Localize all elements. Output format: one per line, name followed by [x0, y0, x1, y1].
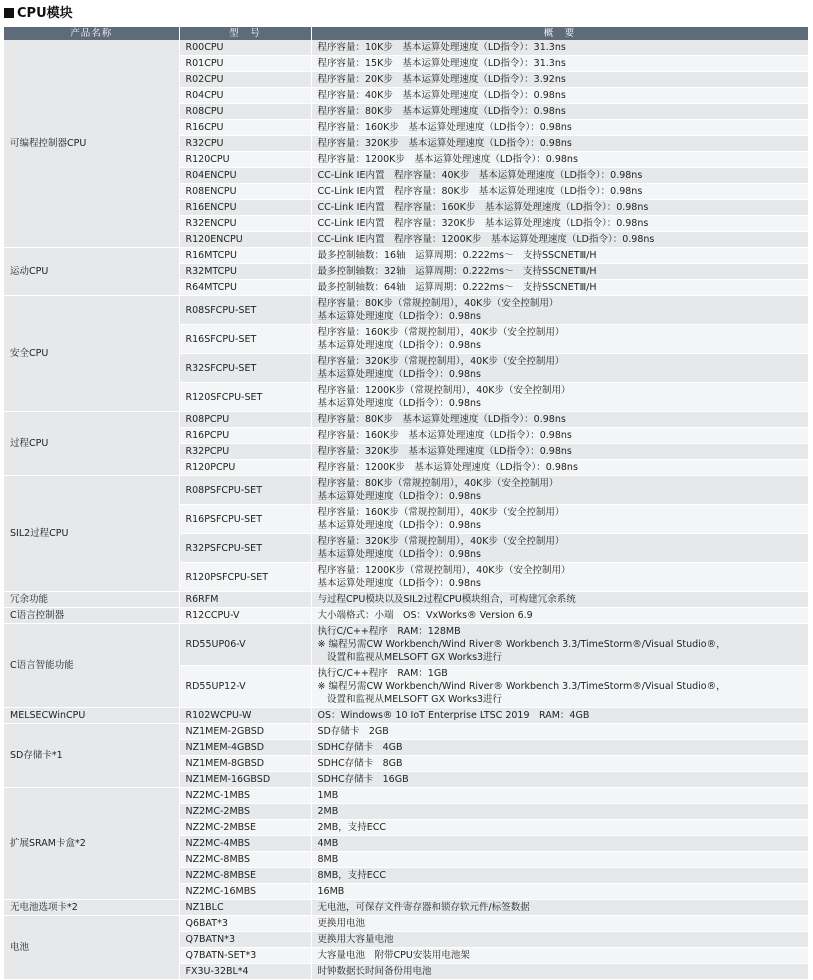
model-cell: R12CCPU-V — [179, 608, 311, 624]
description-line: 程序容量：20K步 基本运算处理速度（LD指令）：3.92ns — [317, 74, 566, 85]
description-cell — [311, 232, 808, 248]
description-line: 程序容量：15K步 基本运算处理速度（LD指令）：31.3ns — [317, 58, 566, 69]
header-model: 型 号 — [179, 27, 311, 40]
description-line: 程序容量：160K步（常规控制用），40K步（安全控制用） — [317, 327, 565, 338]
model-cell: R120ENCPU — [179, 232, 311, 248]
description-cell — [311, 200, 808, 216]
description-line: 8MB，支持ECC — [317, 870, 387, 881]
description-cell — [311, 264, 808, 280]
description-cell — [311, 40, 808, 56]
description-line: 设置和监视从MELSOFT GX Works3进行 — [317, 652, 503, 663]
description-line: 最多控制轴数：32轴 运算周期：0.222ms～ 支持SSCNETⅢ/H — [317, 266, 597, 277]
model-cell: NZ1MEM-4GBSD — [179, 740, 311, 756]
description-line: 时钟数据长时间备份用电池 — [317, 966, 432, 977]
description-cell — [311, 136, 808, 152]
description-line: 无电池，可保存文件寄存器和锁存软元件/标签数据 — [317, 902, 530, 913]
model-cell: R08PCPU — [179, 412, 311, 428]
description-cell — [311, 948, 808, 964]
description-line: OS：Windows® 10 IoT Enterprise LTSC 2019 RAM：4GB — [317, 710, 590, 721]
description-cell — [311, 608, 808, 624]
model-cell: NZ2MC-4MBS — [179, 836, 311, 852]
model-cell: NZ1MEM-16GBSD — [179, 772, 311, 788]
model-cell: R102WCPU-W — [179, 708, 311, 724]
model-cell: R6RFM — [179, 592, 311, 608]
model-cell: R120PSFCPU-SET — [179, 563, 311, 592]
description-cell — [311, 666, 808, 708]
description-line: 程序容量：1200K步 基本运算处理速度（LD指令）：0.98ns — [317, 462, 578, 473]
description-line: 最多控制轴数：64轴 运算周期：0.222ms～ 支持SSCNETⅢ/H — [317, 282, 597, 293]
model-cell: R16MTCPU — [179, 248, 311, 264]
model-cell: R16ENCPU — [179, 200, 311, 216]
description-line: 2MB，支持ECC — [317, 822, 387, 833]
model-cell: R00CPU — [179, 40, 311, 56]
description-cell — [311, 460, 808, 476]
description-cell — [311, 868, 808, 884]
description-cell — [311, 900, 808, 916]
table-row — [4, 40, 808, 56]
table-row — [4, 788, 808, 804]
description-line: 程序容量：320K步（常规控制用），40K步（安全控制用） — [317, 536, 565, 547]
category-cell: 安全CPU — [4, 296, 179, 412]
description-line: 基本运算处理速度（LD指令）：0.98ns — [317, 398, 481, 409]
model-cell: NZ1MEM-8GBSD — [179, 756, 311, 772]
description-cell — [311, 104, 808, 120]
model-cell: Q7BATN*3 — [179, 932, 311, 948]
table-row — [4, 724, 808, 740]
model-cell: R01CPU — [179, 56, 311, 72]
model-cell: R32PSFCPU-SET — [179, 534, 311, 563]
model-cell: NZ2MC-8MBS — [179, 852, 311, 868]
description-line: 1MB — [317, 790, 339, 801]
section-title-text: CPU模块 — [17, 6, 73, 21]
description-cell — [311, 964, 808, 980]
description-line: 程序容量：320K步 基本运算处理速度（LD指令）：0.98ns — [317, 446, 572, 457]
description-line: 基本运算处理速度（LD指令）：0.98ns — [317, 311, 481, 322]
model-cell: R08CPU — [179, 104, 311, 120]
description-line: 执行C/C++程序 RAM：1GB — [317, 668, 448, 679]
description-line: SDHC存储卡 4GB — [317, 742, 403, 753]
model-cell: R32SFCPU-SET — [179, 354, 311, 383]
description-line: 基本运算处理速度（LD指令）：0.98ns — [317, 491, 481, 502]
table-row — [4, 900, 808, 916]
description-line: 程序容量：320K步（常规控制用），40K步（安全控制用） — [317, 356, 565, 367]
category-cell: C语言智能功能 — [4, 624, 179, 708]
description-line: 4MB — [317, 838, 339, 849]
description-line: 大容量电池 附带CPU安装用电池架 — [317, 950, 470, 961]
model-cell: NZ1MEM-2GBSD — [179, 724, 311, 740]
description-line: CC-Link IE内置 程序容量：40K步 基本运算处理速度（LD指令）：0.98ns — [317, 170, 643, 181]
description-line: 基本运算处理速度（LD指令）：0.98ns — [317, 578, 481, 589]
model-cell: R04ENCPU — [179, 168, 311, 184]
description-cell — [311, 505, 808, 534]
model-cell: R120SFCPU-SET — [179, 383, 311, 412]
description-line: 程序容量：80K步 基本运算处理速度（LD指令）：0.98ns — [317, 414, 566, 425]
description-cell — [311, 836, 808, 852]
model-cell: R08SFCPU-SET — [179, 296, 311, 325]
description-line: 最多控制轴数：16轴 运算周期：0.222ms～ 支持SSCNETⅢ/H — [317, 250, 597, 261]
description-line: SDHC存储卡 8GB — [317, 758, 403, 769]
model-cell: R16PSFCPU-SET — [179, 505, 311, 534]
description-cell — [311, 412, 808, 428]
table-row — [4, 708, 808, 724]
description-cell — [311, 563, 808, 592]
description-line: 程序容量：320K步 基本运算处理速度（LD指令）：0.98ns — [317, 138, 572, 149]
description-line: 程序容量：1200K步（常规控制用），40K步（安全控制用） — [317, 565, 571, 576]
category-cell: 电池 — [4, 916, 179, 980]
table-row — [4, 592, 808, 608]
category-cell: MELSECWinCPU — [4, 708, 179, 724]
model-cell: Q6BAT*3 — [179, 916, 311, 932]
description-line: SDHC存储卡 16GB — [317, 774, 409, 785]
table-row — [4, 248, 808, 264]
model-cell: R32MTCPU — [179, 264, 311, 280]
description-cell — [311, 820, 808, 836]
description-cell — [311, 804, 808, 820]
description-line: 程序容量：10K步 基本运算处理速度（LD指令）：31.3ns — [317, 42, 566, 53]
model-cell: RD55UP06-V — [179, 624, 311, 666]
description-line: 程序容量：80K步（常规控制用），40K步（安全控制用） — [317, 298, 559, 309]
description-line: ※ 编程另需CW Workbench/Wind River® Workbench 3.3/TimeStorm®/Visual Studio®， — [317, 639, 726, 650]
description-cell — [311, 788, 808, 804]
category-cell: 可编程控制器CPU — [4, 40, 179, 248]
description-cell — [311, 708, 808, 724]
description-line: CC-Link IE内置 程序容量：80K步 基本运算处理速度（LD指令）：0.98ns — [317, 186, 643, 197]
description-line: 程序容量：160K步（常规控制用），40K步（安全控制用） — [317, 507, 565, 518]
description-cell — [311, 296, 808, 325]
description-cell — [311, 88, 808, 104]
model-cell: R16PCPU — [179, 428, 311, 444]
description-line: 程序容量：160K步 基本运算处理速度（LD指令）：0.98ns — [317, 122, 572, 133]
model-cell: NZ2MC-1MBS — [179, 788, 311, 804]
description-cell — [311, 72, 808, 88]
description-cell — [311, 852, 808, 868]
description-line: 程序容量：80K步（常规控制用），40K步（安全控制用） — [317, 478, 559, 489]
category-cell: SIL2过程CPU — [4, 476, 179, 592]
category-cell: C语言控制器 — [4, 608, 179, 624]
model-cell: R32CPU — [179, 136, 311, 152]
description-cell — [311, 772, 808, 788]
model-cell: R120CPU — [179, 152, 311, 168]
description-cell — [311, 152, 808, 168]
table-row — [4, 624, 808, 666]
description-cell — [311, 280, 808, 296]
model-cell: NZ2MC-2MBS — [179, 804, 311, 820]
model-cell: NZ2MC-16MBS — [179, 884, 311, 900]
description-cell — [311, 428, 808, 444]
description-line: 程序容量：40K步 基本运算处理速度（LD指令）：0.98ns — [317, 90, 566, 101]
model-cell: R02CPU — [179, 72, 311, 88]
model-cell: NZ2MC-8MBSE — [179, 868, 311, 884]
model-cell: R04CPU — [179, 88, 311, 104]
description-line: 程序容量：160K步 基本运算处理速度（LD指令）：0.98ns — [317, 430, 572, 441]
model-cell: NZ2MC-2MBSE — [179, 820, 311, 836]
description-line: 更换用电池 — [317, 918, 366, 929]
description-line: 程序容量：1200K步（常规控制用），40K步（安全控制用） — [317, 385, 571, 396]
description-cell — [311, 476, 808, 505]
description-line: 程序容量：1200K步 基本运算处理速度（LD指令）：0.98ns — [317, 154, 578, 165]
description-line: 与过程CPU模块以及SIL2过程CPU模块组合，可构建冗余系统 — [317, 594, 576, 605]
description-cell — [311, 724, 808, 740]
description-line: ※ 编程另需CW Workbench/Wind River® Workbench 3.3/TimeStorm®/Visual Studio®， — [317, 681, 726, 692]
cpu-module-table — [4, 27, 809, 980]
description-cell — [311, 325, 808, 354]
model-cell: R16CPU — [179, 120, 311, 136]
description-line: 8MB — [317, 854, 339, 865]
description-line: 基本运算处理速度（LD指令）：0.98ns — [317, 369, 481, 380]
table-row — [4, 608, 808, 624]
section-title — [4, 4, 73, 24]
description-line: 执行C/C++程序 RAM：128MB — [317, 626, 461, 637]
model-cell: FX3U-32BL*4 — [179, 964, 311, 980]
description-line: 程序容量：80K步 基本运算处理速度（LD指令）：0.98ns — [317, 106, 566, 117]
description-line: 16MB — [317, 886, 345, 897]
table-body — [4, 40, 808, 980]
description-line: SD存储卡 2GB — [317, 726, 389, 737]
description-cell — [311, 592, 808, 608]
description-cell — [311, 756, 808, 772]
description-line: CC-Link IE内置 程序容量：160K步 基本运算处理速度（LD指令）：0.98ns — [317, 202, 649, 213]
description-cell — [311, 383, 808, 412]
description-cell — [311, 534, 808, 563]
model-cell: R64MTCPU — [179, 280, 311, 296]
description-line: 大小端格式：小端 OS：VxWorks® Version 6.9 — [317, 610, 533, 621]
table-row — [4, 412, 808, 428]
model-cell: NZ1BLC — [179, 900, 311, 916]
description-cell — [311, 216, 808, 232]
category-cell: 运动CPU — [4, 248, 179, 296]
description-cell — [311, 56, 808, 72]
description-cell — [311, 354, 808, 383]
description-line: 更换用大容量电池 — [317, 934, 394, 945]
description-line: 基本运算处理速度（LD指令）：0.98ns — [317, 340, 481, 351]
description-cell — [311, 444, 808, 460]
model-cell: RD55UP12-V — [179, 666, 311, 708]
description-line: 2MB — [317, 806, 339, 817]
description-cell — [311, 168, 808, 184]
table-row — [4, 296, 808, 325]
category-cell: SD存储卡*1 — [4, 724, 179, 788]
model-cell: R120PCPU — [179, 460, 311, 476]
model-cell: R32ENCPU — [179, 216, 311, 232]
description-cell — [311, 120, 808, 136]
category-cell: 过程CPU — [4, 412, 179, 476]
model-cell: R08ENCPU — [179, 184, 311, 200]
description-line: 基本运算处理速度（LD指令）：0.98ns — [317, 520, 481, 531]
table-header-row — [4, 27, 808, 40]
description-cell — [311, 740, 808, 756]
model-cell: R08PSFCPU-SET — [179, 476, 311, 505]
category-cell: 无电池选项卡*2 — [4, 900, 179, 916]
description-cell — [311, 184, 808, 200]
description-cell — [311, 248, 808, 264]
description-line: CC-Link IE内置 程序容量：1200K步 基本运算处理速度（LD指令）：0.98ns — [317, 234, 655, 245]
description-line: 设置和监视从MELSOFT GX Works3进行 — [317, 694, 503, 705]
table-row — [4, 476, 808, 505]
description-line: CC-Link IE内置 程序容量：320K步 基本运算处理速度（LD指令）：0.98ns — [317, 218, 649, 229]
description-line: 基本运算处理速度（LD指令）：0.98ns — [317, 549, 481, 560]
model-cell: R32PCPU — [179, 444, 311, 460]
description-cell — [311, 932, 808, 948]
model-cell: Q7BATN-SET*3 — [179, 948, 311, 964]
header-description: 概 要 — [311, 27, 808, 40]
header-category: 产品名称 — [4, 27, 179, 40]
category-cell: 扩展SRAM卡盒*2 — [4, 788, 179, 900]
square-bullet-icon — [4, 8, 14, 18]
category-cell: 冗余功能 — [4, 592, 179, 608]
description-cell — [311, 624, 808, 666]
description-cell — [311, 884, 808, 900]
model-cell: R16SFCPU-SET — [179, 325, 311, 354]
